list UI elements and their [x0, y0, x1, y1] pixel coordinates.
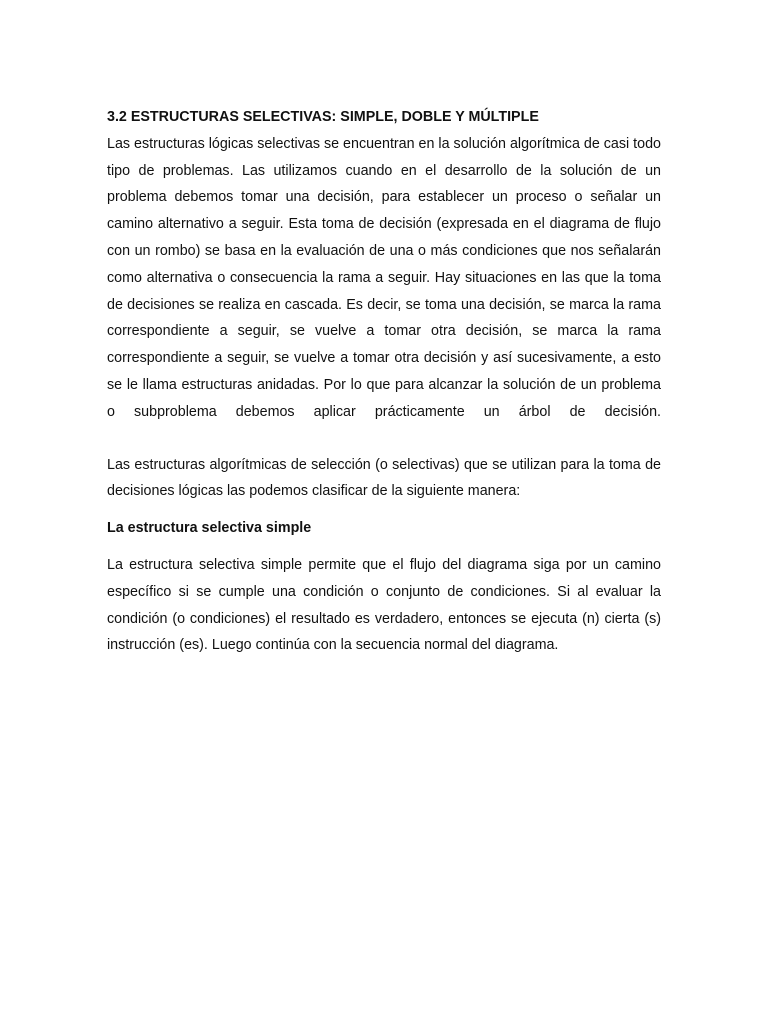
subsection-title: La estructura selectiva simple	[107, 520, 312, 537]
paragraph-classification: Las estructuras algorítmicas de selección (o selectivas) que se utilizan para la toma de decisiones lógicas las podemos clasificar de la siguiente manera:	[107, 456, 661, 500]
paragraph-intro: Las estructuras lógicas selectivas se encuentran en la solución algorítmica de casi todo tipo de problemas. Las utilizamos cuando en el desarrollo de la solución de un problema debemos tomar una decisión, para establecer un proceso o señalar un camino alternativo a seguir. Esta toma de decisión (expresada en el diagrama de flujo con un rombo) se basa en la evaluación de una o más condiciones que nos señalarán como alternativa o consecuencia la rama a seguir. Hay situaciones en las que la toma de decisiones se realiza en cascada. Es decir, se toma una decisión, se marca la rama correspondiente a seguir, se vuelve a tomar otra decisión, se marca la rama correspondiente a seguir, se vuelve a tomar otra decisión y así sucesivamente, a esto se le llama estructuras anidadas. Por lo que para alcanzar la solución de un problema o subproblema debemos aplicar prácticamente un árbol de decisión.	[107, 135, 661, 420]
paragraph-spacer	[107, 426, 661, 452]
paragraph-simple-structure: La estructura selectiva simple permite que el flujo del diagrama siga por un camino específico si se cumple una condición o conjunto de condiciones. Si al evaluar la condición (o condiciones) el resultado es verdadero, entonces se ejecuta (n) cierta (s) instrucción (es). Luego continúa con la secuencia normal del diagrama.	[107, 556, 661, 654]
document-body	[107, 104, 661, 659]
section-title: 3.2 ESTRUCTURAS SELECTIVAS: SIMPLE, DOBLE Y MÚLTIPLE	[107, 109, 539, 125]
